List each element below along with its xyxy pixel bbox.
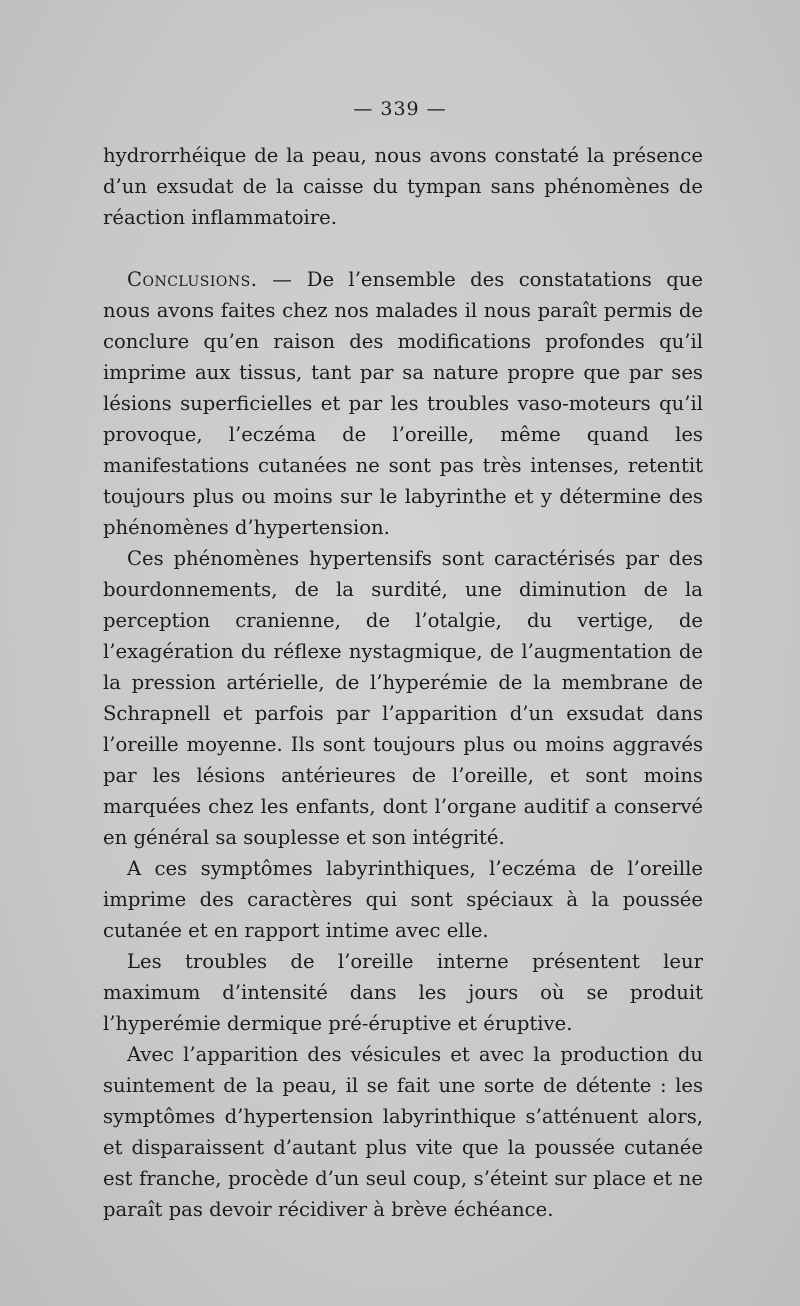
page-number: — 339 — bbox=[353, 98, 447, 120]
paragraph-continuation: hydrorrhéique de la peau, nous avons constaté la présence d’un exsudat de la caisse du tympan sans phénomènes de réaction inflammatoire. bbox=[103, 144, 703, 229]
conclusions-heading: Conclusions. — bbox=[127, 268, 293, 291]
paragraph-characteristics: A ces symptômes labyrinthiques, l’eczéma de l’oreille imprime des caractères qui sont spéciaux à la poussée cutanée et en rapport intime avec elle. bbox=[103, 857, 703, 942]
body-text bbox=[103, 140, 703, 1225]
paragraph-conclusions bbox=[103, 264, 703, 543]
conclusions-text: De l’ensemble des constatations que nous avons faites chez nos malades il nous paraît permis de conclure qu’en raison des modifications profondes qu’il imprime aux tissus, tant par sa nature propre que par ses lésions superficielles et par les troubles vaso-moteurs qu’il provoque, l’eczéma de l’oreille, même quand les manifestations cutanées ne sont pas très intenses, retentit toujours plus ou moins sur le labyrinthe et y détermine des phénomènes d’hypertension. bbox=[103, 268, 703, 539]
paragraph-symptoms: Ces phénomènes hypertensifs sont caractérisés par des bourdonnements, de la surdité, une diminution de la perception cranienne, de l’otalgie, du vertige, de l’exagération du réflexe nystagmique, de l’augmentation de la pression artérielle, de l’hyperémie de la membrane de Schrapnell et parfois par l’apparition d’un exsudat dans l’oreille moyenne. Ils sont toujours plus ou moins aggravés par les lésions antérieures de l’oreille, et sont moins marquées chez les enfants, dont l’organe auditif a conservé en général sa souplesse et son intégrité. bbox=[103, 547, 703, 849]
paragraph-inner-ear: Les troubles de l’oreille interne présentent leur maximum d’intensité dans les jours où se produit l’hyperémie dermique pré-éruptive et éruptive. bbox=[103, 950, 703, 1035]
paragraph-vesicles: Avec l’apparition des vésicules et avec la production du suintement de la peau, il se fait une sorte de détente : les symptômes d’hypertension labyrinthique s’atténuent alors, et disparaissent d’autant plus vite que la poussée cutanée est franche, procède d’un seul coup, s’éteint sur place et ne paraît pas devoir récidiver à brève échéance. bbox=[103, 1043, 703, 1221]
